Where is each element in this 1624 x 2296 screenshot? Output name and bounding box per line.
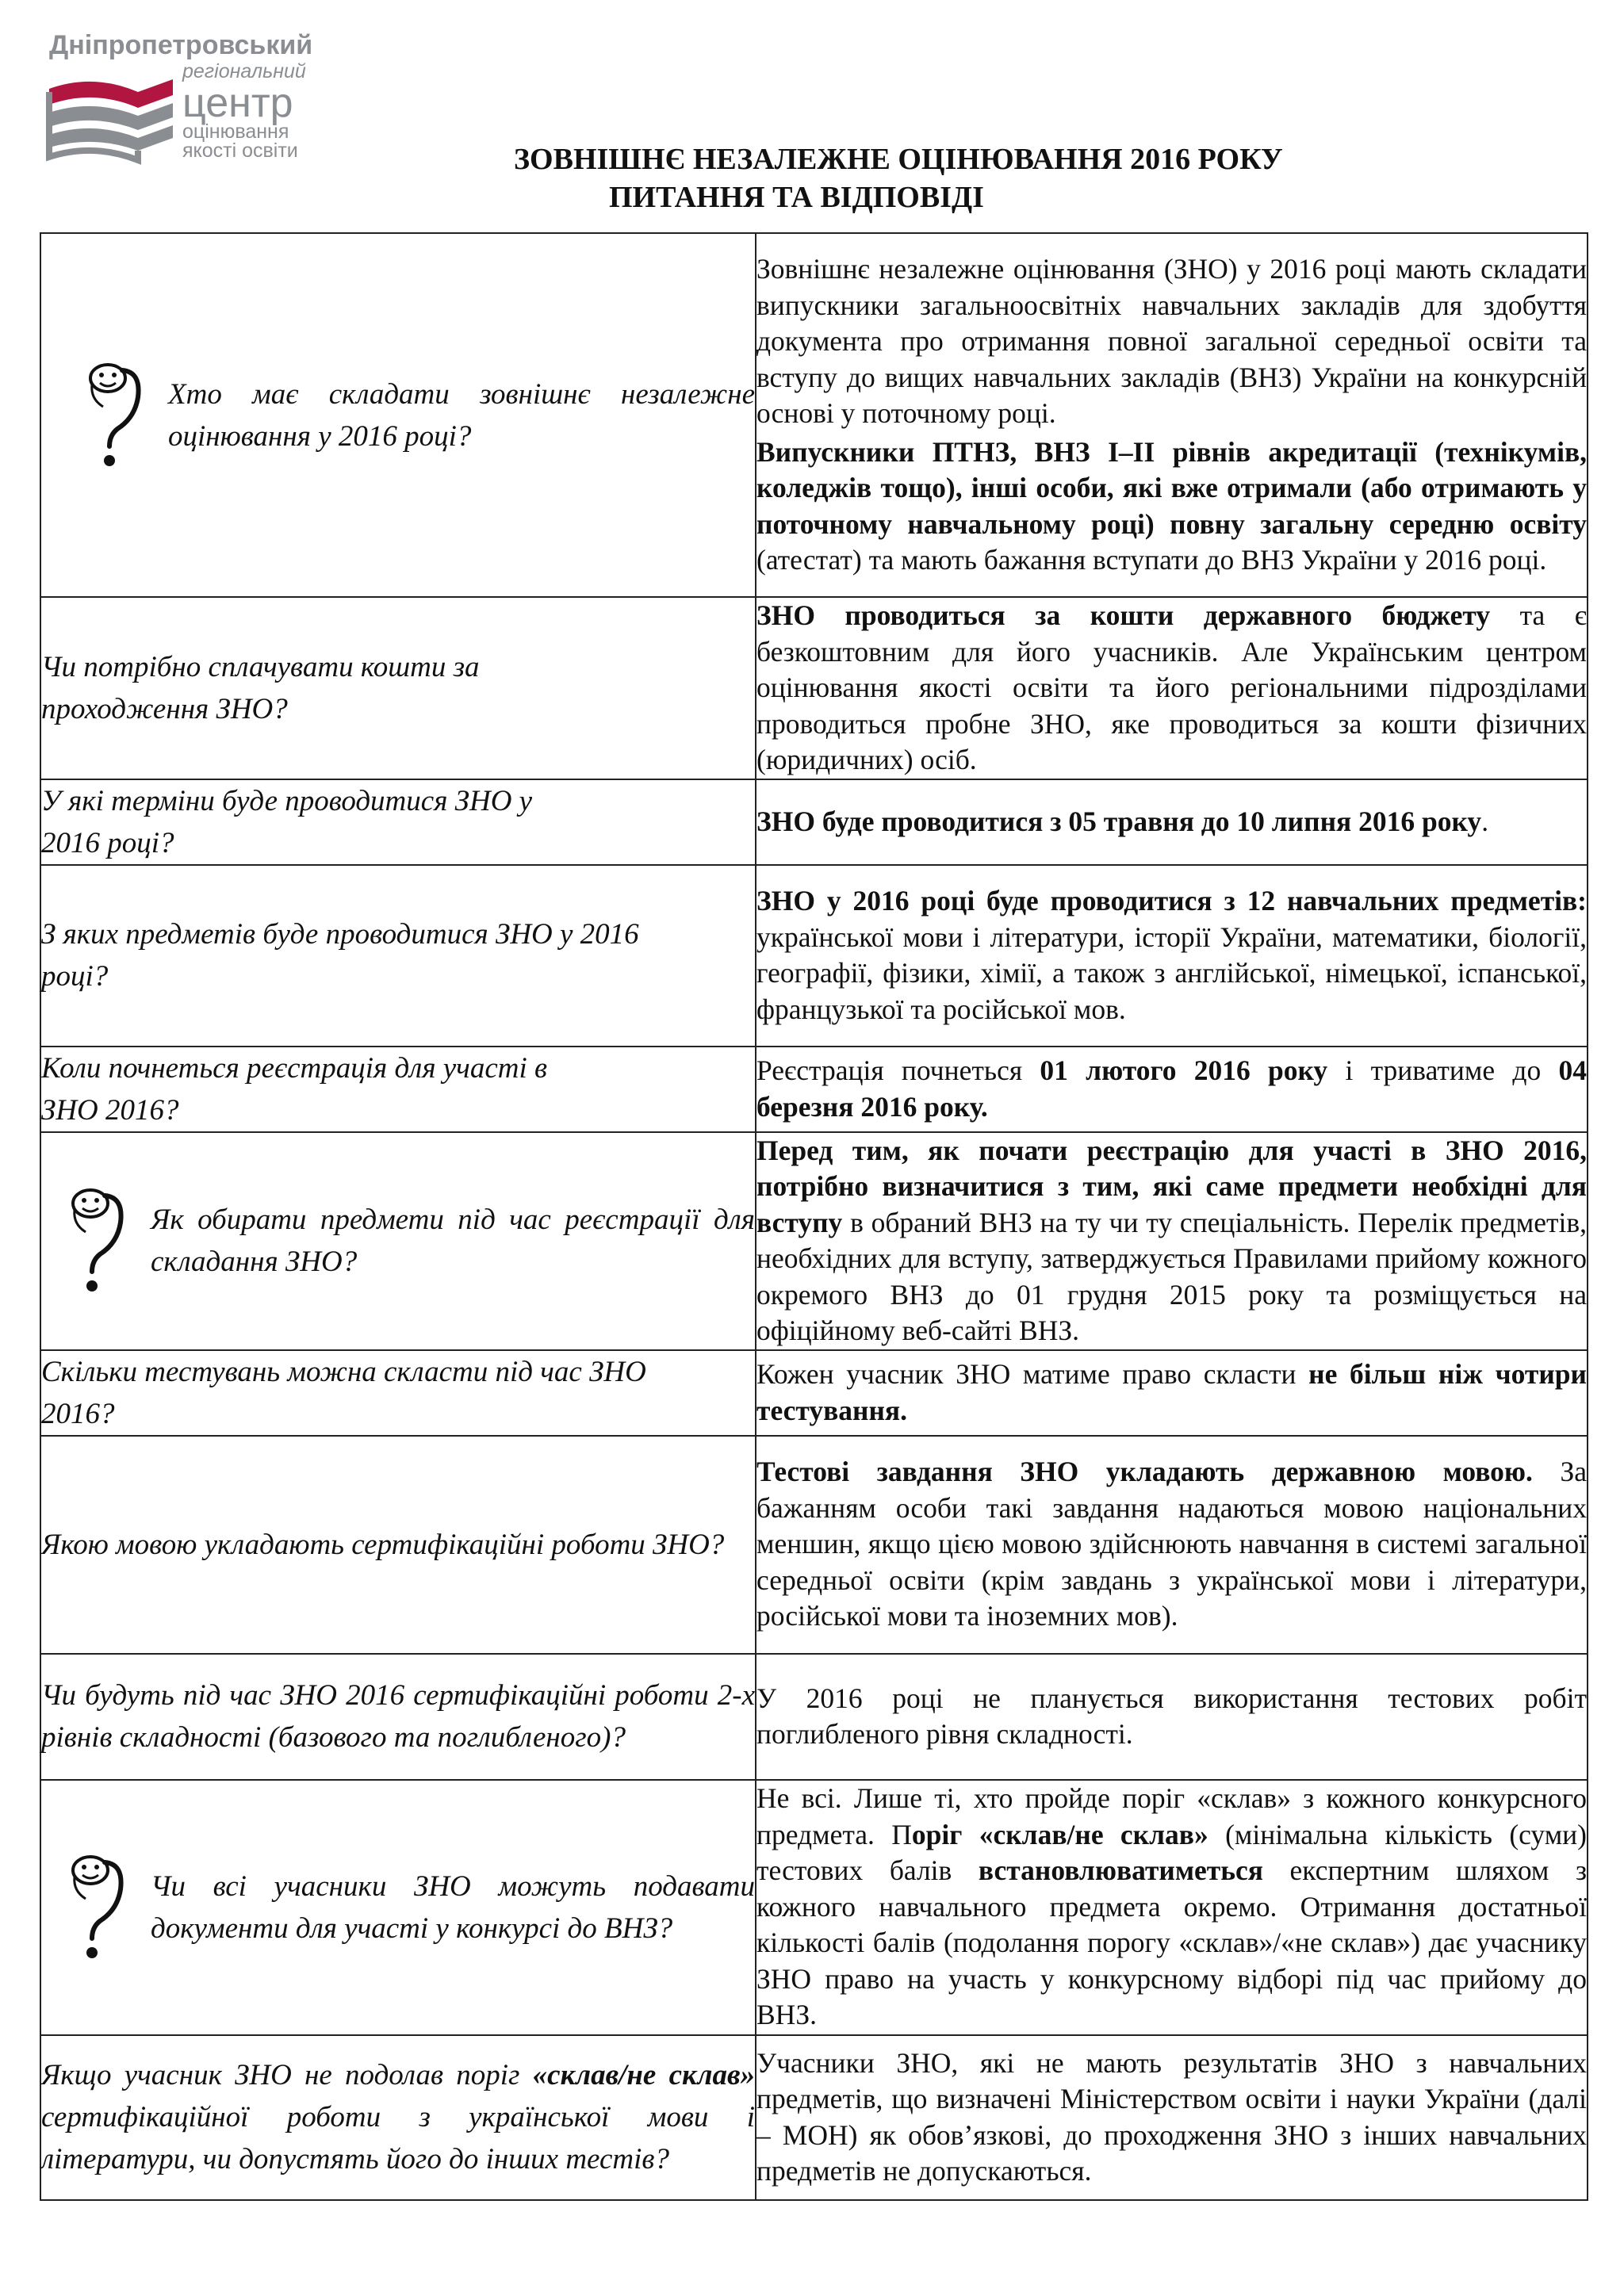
answer-text: і триватиме до [1327,1054,1559,1086]
question-bold: «склав/не склав» [532,2059,755,2091]
logo-text-line2: регіональний [182,60,306,82]
question-text: Коли почнеться реєстрація для участі в ЗНО 2016? [41,1051,548,1127]
question-text: У які терміни буде проводитися ЗНО у 2016 році? [41,784,533,859]
question-text-part: Якщо учасник ЗНО не подолав поріг [41,2059,533,2091]
answer-cell [756,865,1588,1047]
answer-bold: Тестові завдання ЗНО укладають державною мовою. [756,1456,1533,1488]
page-title-line2: ПИТАННЯ ТА ВІДПОВІДІ [609,181,984,214]
answer-cell [756,1350,1588,1436]
qa-row [40,1654,1588,1780]
qa-row [40,233,1588,597]
answer-bold: Перед тим, як почати реєстрацію для участі в ЗНО 2016, потрібно визначитися з тим, які саме предмети необхідні для вступу [756,1134,1587,1238]
answer-text: За бажанням особи такі завдання надаються мовою національних меншин, якщо цією мовою здійснюють навчання в системі загальної середньої освіти (крім завдань з української мови і літератури, російської мови та іноземних мов). [756,1456,1587,1632]
answer-text: в обраний ВНЗ на ту чи ту спеціальність. Перелік предметів, необхідних для вступу, затверджується Правилами прийому кожного окремого ВНЗ до 01 грудня 2015 року та розміщується на офіційному веб-сайті ВНЗ. [756,1206,1587,1346]
qa-row [40,779,1588,865]
answer-bold: ЗНО буде проводитися з 05 травня до 10 липня 2016 року [756,805,1482,837]
answer-cell [756,779,1588,865]
answer-cell [756,2035,1588,2200]
question-cell [40,1350,756,1436]
thinking-face-question-icon [62,1186,130,1295]
question-cell [40,779,756,865]
question-text: Хто має складати зовнішнє незалежне оцінювання у 2016 році? [168,377,755,453]
thinking-face-question-icon [62,1853,130,1962]
question-text: Чи потрібно сплачувати кошти за проходження ЗНО? [41,650,480,725]
qa-table [40,232,1588,2201]
answer-text: (атестат) та мають бажання вступати до ВНЗ України у 2016 році. [756,544,1547,576]
answer-cell [756,1132,1588,1350]
qa-row [40,865,1588,1047]
answer-bold: 01 лютого 2016 року [1040,1054,1328,1086]
answer-bold: Випускники ПТНЗ, ВНЗ І–ІІ рівнів акредитації (технікумів, коледжів тощо), інші особи, які вже отримали (або отримають у поточному навчальному році) повну загальну середню освіту [756,435,1587,540]
answer-text: . [1481,805,1489,837]
answer-cell [756,1654,1588,1780]
answer-text: Кожен учасник ЗНО матиме право скласти [756,1358,1309,1390]
open-book-logo-icon [46,68,181,165]
logo-text-line3: центр [182,80,293,126]
qa-row [40,597,1588,779]
logo [46,24,331,174]
answer-text: Зовнішнє незалежне оцінювання (ЗНО) у 2016 році мають складати випускники загальноосвітніх навчальних закладів для здобуття документа про отримання повної загальної середньої освіти та вступу до вищих навчальних закладів (ВНЗ) України на конкурсній основі у поточному році. [756,253,1587,430]
qa-row [40,2035,1588,2200]
answer-bold: 04 березня 2016 року. [756,1054,1587,1123]
answer-cell [756,1780,1588,2035]
answer-cell [756,233,1588,597]
answer-text: (мінімальна кількість (суми) тестових балів [756,1818,1587,1887]
page-title-line1: ЗОВНІШНЄ НЕЗАЛЕЖНЕ ОЦІНЮВАННЯ 2016 РОКУ [514,143,1283,176]
answer-bold: встановлюватиметься [978,1854,1263,1887]
question-cell [40,597,756,779]
question-text: Чи всі учасники ЗНО можуть подавати документи для участі у конкурсі до ВНЗ? [151,1869,755,1945]
answer-cell [756,1047,1588,1132]
qa-row [40,1350,1588,1436]
answer-text: експертним шляхом з кожного навчального предмета окремо. Отримання достатньої кількості балів (подолання порогу «склав»/«не склав») дає учаснику ЗНО право на участь у конкурсному відборі під час прийому до ВНЗ. [756,1854,1587,2031]
question-text: Якою мовою укладають сертифікаційні роботи ЗНО? [41,1528,725,1561]
answer-text: та є безкоштовним для його учасників. Але Українським центром оцінювання якості освіти та його регіональними підрозділами проводиться пробне ЗНО, яке проводиться за кошти фізичних (юридичних) осіб. [756,599,1587,775]
qa-row [40,1436,1588,1654]
logo-text-line5: якості освіти [182,140,298,162]
logo-text-line4: оцінювання [182,121,289,143]
answer-bold: ЗНО у 2016 році буде проводитися з 12 навчальних предметів: [756,885,1587,916]
logo-text-line1: Дніпропетровський [49,30,313,60]
qa-row [40,1047,1588,1132]
answer-text: Учасники ЗНО, які не мають результатів ЗНО з навчальних предметів, що визначені Міністерством освіти і науки України (далі – МОН) як обов’язкові, до проходження ЗНО з інших навчальних предметів не допускаються. [756,2046,1587,2187]
question-cell [40,1654,756,1780]
question-cell [40,233,756,597]
answer-bold: оріг «склав/не склав» [911,1818,1208,1850]
question-text: Як обирати предмети під час реєстрації для складання ЗНО? [151,1203,755,1278]
question-text: Скільки тестувань можна скласти під час ЗНО 2016? [41,1355,646,1430]
answer-text-2 [756,434,1587,579]
answer-text: Не всі. Лише ті, хто пройде поріг «склав» з кожного конкурсного предмета. П [756,1782,1587,1850]
answer-text: У 2016 році не планується використання тестових робіт поглибленого рівня складності. [756,1682,1587,1750]
answer-bold: не більш ніж чотири тестування. [756,1358,1588,1426]
answer-cell [756,1436,1588,1654]
question-cell [40,2035,756,2200]
question-text: Чи будуть під час ЗНО 2016 сертифікаційні роботи 2-х рівнів складності (базового та поглибленого)? [41,1679,755,1754]
answer-cell [756,597,1588,779]
question-cell [40,1132,756,1350]
question-cell [40,865,756,1047]
answer-bold: ЗНО проводиться за кошти державного бюджету [756,599,1491,631]
thinking-face-question-icon [79,361,147,470]
qa-row [40,1132,1588,1350]
qa-row [40,1780,1588,2035]
answer-text: української мови і літератури, історії України, математики, біології, географії, фізики, хімії, а також з англійської, німецької, іспанської, французької та російської мов. [756,920,1587,1025]
answer-text: Реєстрація почнеться [756,1054,1040,1086]
question-text-part: сертифікаційної роботи з української мови і літератури, чи допустять його до інших тестів? [41,2101,755,2175]
question-text [41,2054,755,2180]
question-cell [40,1047,756,1132]
question-cell [40,1780,756,2035]
question-cell [40,1436,756,1654]
question-text: З яких предметів буде проводитися ЗНО у 2016 році? [41,918,639,993]
